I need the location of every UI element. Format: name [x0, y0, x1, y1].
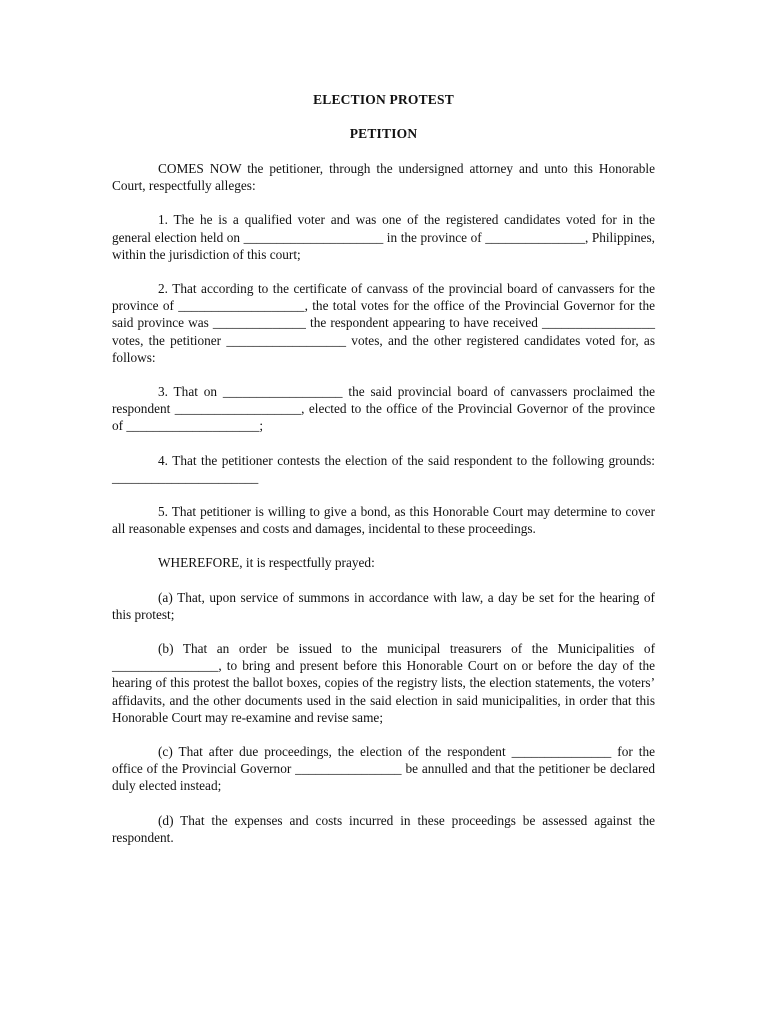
allegation-4: 4. That the petitioner contests the election of the said respondent to the following grounds: ______________________ — [112, 452, 655, 485]
wherefore-paragraph: WHEREFORE, it is respectfully prayed: — [158, 555, 375, 571]
allegation-5: 5. That petitioner is willing to give a bond, as this Honorable Court may determine to cover all reasonable expenses and costs and damages, incidental to these proceedings. — [112, 504, 655, 537]
allegation-2: 2. That according to the certificate of canvass of the provincial board of canvassers for the province of ___________________, the total votes for the office of the Provincial Governor for the said province was ______________ the respondent appearing to have received _________________ votes, the petitioner __________________ votes, and the other registered candidates voted for, as follows: — [112, 281, 655, 365]
prayer-a: (a) That, upon service of summons in accordance with law, a day be set for the hearing of this protest; — [112, 589, 655, 622]
prayer-b: (b) That an order be issued to the municipal treasurers of the Municipalities of ________________, to bring and present before this Honorable Court on or before the day of the hearing of this protest the ballot boxes, copies of the registry lists, the election statements, the voters’ affidavits, and the other documents used in the said election in said municipalities, in order that this Honorable Court may re-examine and revise same; — [112, 641, 655, 725]
document-title: ELECTION PROTEST — [313, 92, 454, 107]
allegation-1: 1. The he is a qualified voter and was one of the registered candidates voted for in the general election held on _____________________ in the province of _______________, Philippines, within the jurisdiction of this court; — [112, 212, 655, 262]
document-page — [112, 90, 655, 846]
document-subtitle: PETITION — [349, 126, 418, 141]
prayer-d: (d) That the expenses and costs incurred in these proceedings be assessed against the respondent. — [112, 812, 655, 845]
intro-paragraph: COMES NOW the petitioner, through the undersigned attorney and unto this Honorable Court, respectfully alleges: — [112, 161, 655, 194]
prayer-c: (c) That after due proceedings, the election of the respondent _______________ for the office of the Provincial Governor ________________ be annulled and that the petitioner be declared duly elected instead; — [112, 744, 655, 794]
allegation-3: 3. That on __________________ the said provincial board of canvassers proclaimed the respondent ___________________, elected to the office of the Provincial Governor of the province of ____________________; — [112, 384, 655, 434]
